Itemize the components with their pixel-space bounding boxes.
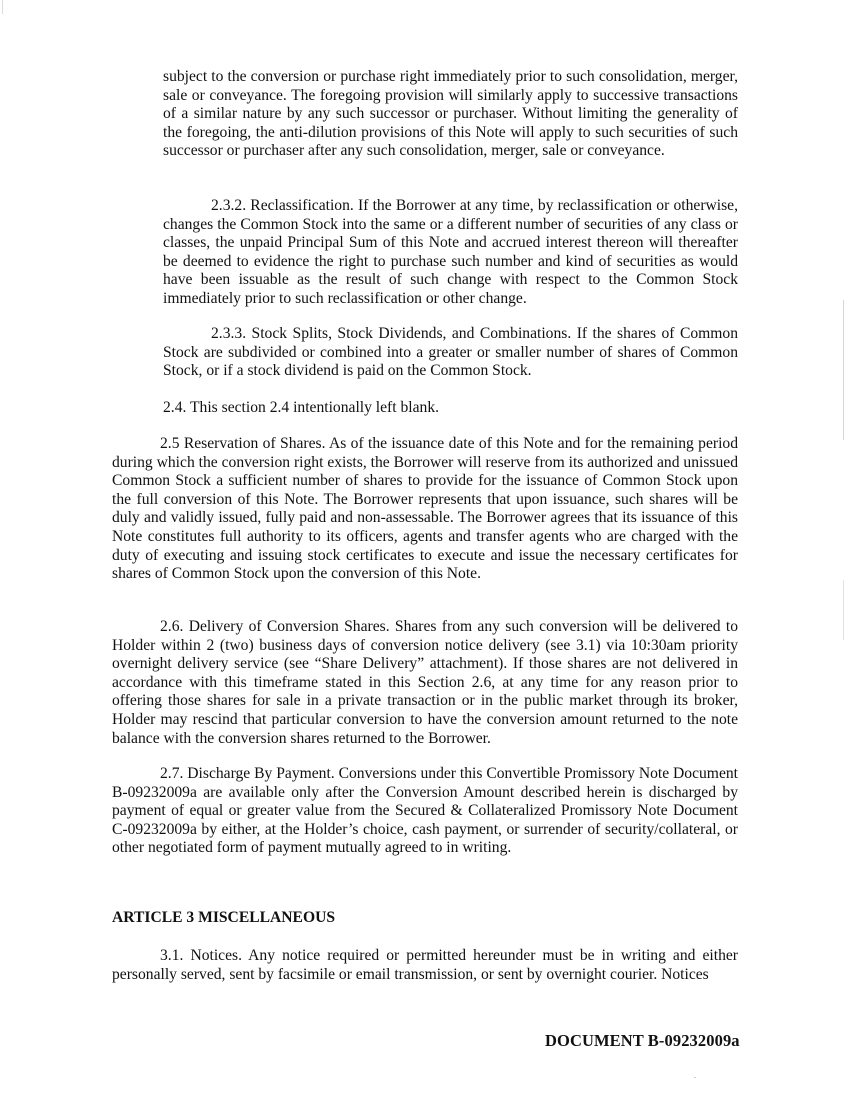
scan-artifact xyxy=(843,300,844,440)
paragraph-2-6-delivery-of-conversion-shares: 2.6. Delivery of Conversion Shares. Shares from any such conversion will be delivered to Holder within 2 (two) business days of conversion notice delivery (see 3.1) via 10:30am priority overnight delivery service (see “Share Delivery” attachment). If those shares are not delivered in accordance with this timeframe stated in this Section 2.6, at any time for any reason prior to offering those shares for sale in a private transaction or in the public market through its broker, Holder may rescind that particular conversion to have the conversion amount returned to the note balance with the conversion shares returned to the Borrower. xyxy=(112,618,738,747)
scan-artifact xyxy=(694,1077,696,1078)
footer-document-id: DOCUMENT B-09232009a xyxy=(545,1031,740,1050)
paragraph-3-1-notices: 3.1. Notices. Any notice required or permitted hereunder must be in writing and either personally served, sent by facsimile or email transmission, or sent by overnight courier. Notices xyxy=(112,947,738,983)
paragraph-2-3-2-reclassification: 2.3.2. Reclassification. If the Borrower at any time, by reclassification or otherwise, changes the Common Stock into the same or a different number of securities of any class or classes, the unpaid Principal Sum of this Note and accrued interest thereon will thereafter be deemed to evidence the right to purchase such number and kind of securities as would have been issuable as the result of such change with respect to the Common Stock immediately prior to such reclassification or other change. xyxy=(163,197,738,307)
paragraph-2-5-reservation-of-shares: 2.5 Reservation of Shares. As of the issuance date of this Note and for the remaining period during which the conversion right exists, the Borrower will reserve from its authorized and unissued Common Stock a sufficient number of shares to provide for the issuance of Common Stock upon the full conversion of this Note. The Borrower represents that upon issuance, such shares will be duly and validly issued, fully paid and non-assessable. The Borrower agrees that its issuance of this Note constitutes full authority to its officers, agents and transfer agents who are charged with the duty of executing and issuing stock certificates to execute and issue the necessary certificates for shares of Common Stock upon the conversion of this Note. xyxy=(112,435,738,583)
scan-artifact xyxy=(2,0,3,14)
paragraph-2-7-discharge-by-payment: 2.7. Discharge By Payment. Conversions under this Convertible Promissory Note Document B-09232009a are available only after the Conversion Amount described herein is discharged by payment of equal or greater value from the Secured & Collateralized Promissory Note Document C-09232009a by either, at the Holder’s choice, cash payment, or surrender of security/collateral, or other negotiated form of payment mutually agreed to in writing. xyxy=(112,765,738,857)
paragraph-continuation: subject to the conversion or purchase right immediately prior to such consolidation, merger, sale or conveyance. The foregoing provision will similarly apply to successive transactions of a similar nature by any such successor or purchaser. Without limiting the generality of the foregoing, the anti-dilution provisions of this Note will apply to such securities of such successor or purchaser after any such consolidation, merger, sale or conveyance. xyxy=(163,68,738,160)
scan-artifact xyxy=(843,580,844,640)
paragraph-2-3-3-stock-splits: 2.3.3. Stock Splits, Stock Dividends, and Combinations. If the shares of Common Stock are subdivided or combined into a greater or smaller number of shares of Common Stock, or if a stock dividend is paid on the Common Stock. xyxy=(163,325,738,380)
paragraph-2-4-blank: 2.4. This section 2.4 intentionally left blank. xyxy=(163,399,440,416)
article-3-heading: ARTICLE 3 MISCELLANEOUS xyxy=(112,909,336,926)
